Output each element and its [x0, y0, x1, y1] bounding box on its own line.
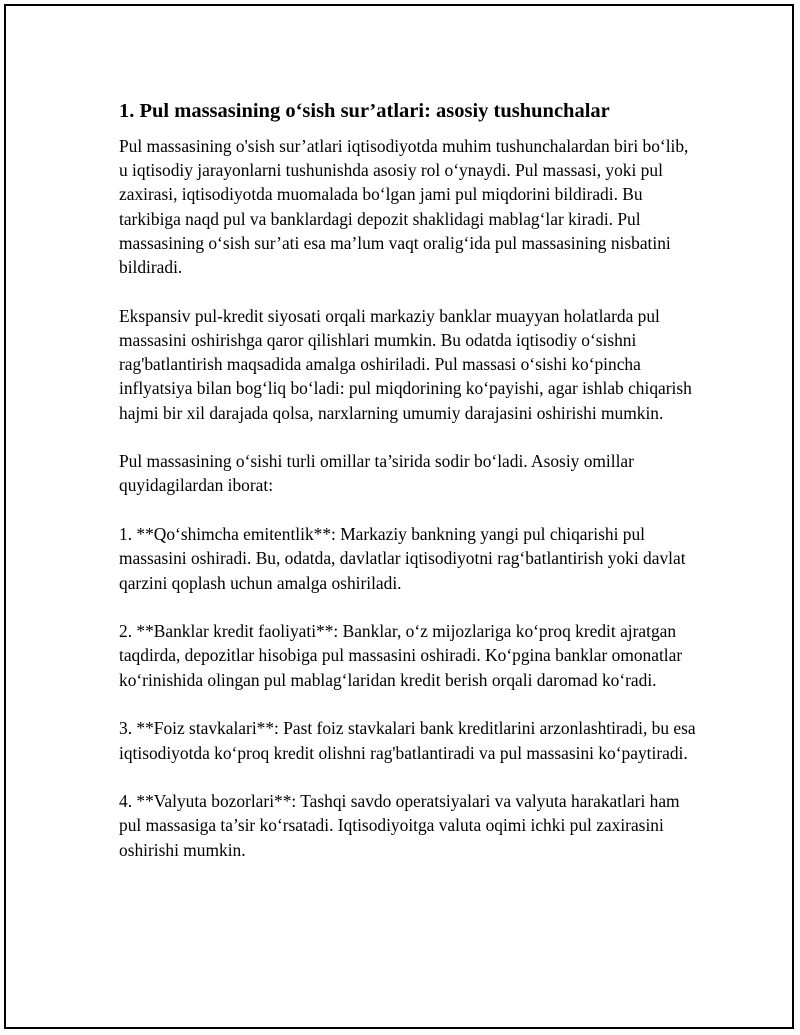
list-item-additional-emission: 1. **Qo‘shimcha emitentlik**: Markaziy bankning yangi pul chiqarishi pul massasini oshiradi. Bu, odatda, davlatlar iqtisodiyotni rag‘batlantirish yoki davlat qarzini qoplash uchun amalga oshiriladi.: [119, 524, 686, 593]
page-frame: [4, 4, 794, 1029]
list-item-interest-rates: 3. **Foiz stavkalari**: Past foiz stavkalari bank kreditlarini arzonlashtiradi, bu esa iqtisodiyotda ko‘proq kredit olishni rag'batlantiradi va pul massasini ko‘paytiradi.: [119, 718, 696, 763]
paragraph-factors-intro: Pul massasining o‘sishi turli omillar ta’sirida sodir bo‘ladi. Asosiy omillar quyidagilardan iborat:: [119, 451, 634, 496]
document-body: [119, 96, 699, 886]
section-heading: 1. Pul massasining o‘sish sur’atlari: asosiy tushunchalar: [119, 100, 610, 122]
list-item-bank-credit: 2. **Banklar kredit faoliyati**: Banklar, o‘z mijozlariga ko‘proq kredit ajratgan taqdirda, depozitlar hisobiga pul massasini oshiradi. Ko‘pgina banklar omonatlar ko‘rinishida olingan pul mablag‘laridan kredit berish orqali daromad ko‘radi.: [119, 621, 683, 690]
list-item-currency-markets: 4. **Valyuta bozorlari**: Tashqi savdo operatsiyalari va valyuta harakatlari ham pul massasiga ta’sir ko‘rsatadi. Iqtisodiyoitga valuta oqimi ichki pul zaxirasini oshirishi mumkin.: [119, 791, 680, 860]
paragraph-intro: Pul massasining o'sish sur’atlari iqtisodiyotda muhim tushunchalardan biri bo‘lib, u iqtisodiy jarayonlarni tushunishda asosiy rol o‘ynaydi. Pul massasi, yoki pul zaxirasi, iqtisodiyotda muomalada bo‘lgan jami pul miqdorini bildiradi. Bu tarkibiga naqd pul va banklardagi depozit shaklidagi mablag‘lar kiradi. Pul massasining o‘sish sur’ati esa ma’lum vaqt oralig‘ida pul massasining nisbatini bildiradi.: [119, 136, 689, 278]
paragraph-expansive-policy: Ekspansiv pul-kredit siyosati orqali markaziy banklar muayyan holatlarda pul massasini oshirishga qaror qilishlari mumkin. Bu odatda iqtisodiy o‘sishni rag'batlantirish maqsadida amalga oshiriladi. Pul massasi o‘sishi ko‘pincha inflyatsiya bilan bog‘liq bo‘ladi: pul miqdorining ko‘payishi, agar ishlab chiqarish hajmi bir xil darajada qolsa, narxlarning umumiy darajasini oshirishi mumkin.: [119, 305, 692, 423]
